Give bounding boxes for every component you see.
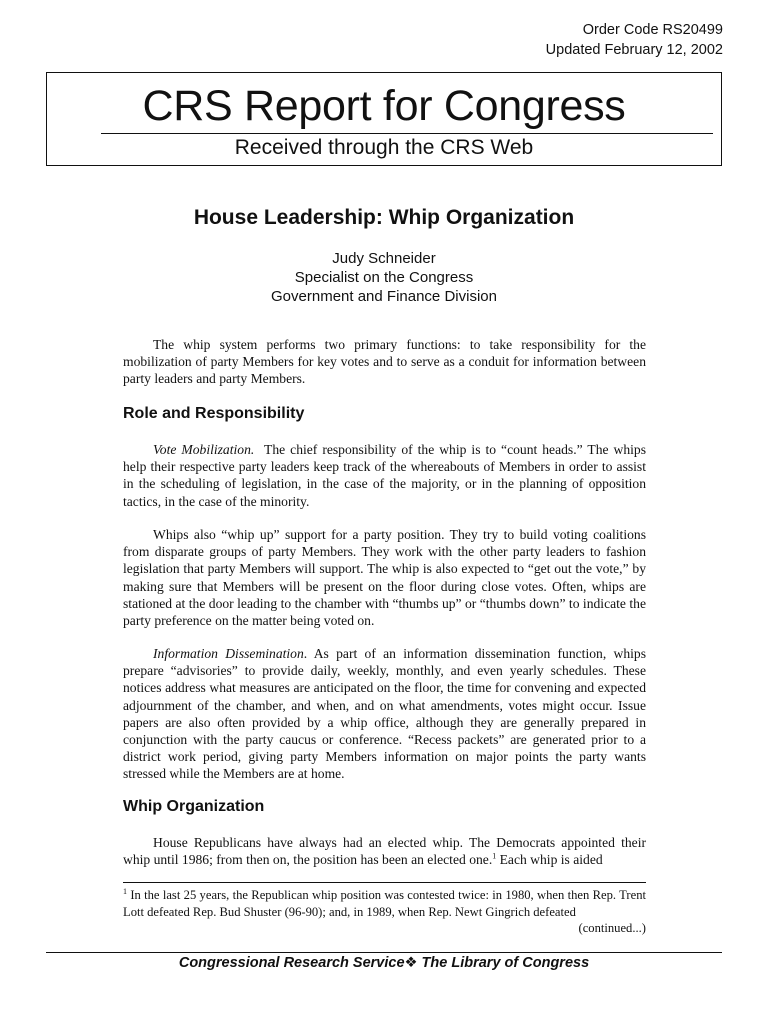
banner-divider xyxy=(101,133,713,134)
updated-date: Updated February 12, 2002 xyxy=(545,42,723,58)
whip-organization-text: House Republicans have always had an elected whip. The Democrats appointed their whip until 1986; from then on, the position has been an elected one. xyxy=(123,835,646,868)
footer-library: The Library of Congress xyxy=(421,955,590,971)
intro-paragraph: The whip system performs two primary functions: to take responsibility for the mobilization of party Members for key votes and to serve as a conduit for information between party leaders and party Members. xyxy=(123,337,646,387)
footer-crs: Congressional Research Service xyxy=(178,955,405,971)
whip-up-paragraph: Whips also “whip up” support for a party position. They try to build voting coalitions from disparate groups of party Members. They work with the other party leaders to fashion legislation that party Members will support. The whip is also expected to “get out the vote,” by making sure that Members will be present on the floor during close votes. Often, whips are stationed at the door leading to the chamber with “thumbs up” or “thumbs down” to indicate the party preference on the matter being voted on. xyxy=(123,527,646,629)
document-title: House Leadership: Whip Organization xyxy=(193,206,575,229)
footnote-continued: (continued...) xyxy=(578,921,646,935)
information-dissemination-label: Information Dissemination xyxy=(153,646,304,661)
whip-organization-paragraph xyxy=(123,834,646,868)
author-position: Specialist on the Congress xyxy=(294,269,474,286)
information-dissemination-text: . As part of an information dissemination function, whips prepare “advisories” to provide daily, weekly, monthly, and even yearly schedules. These notices address what measures are anticipated on the floor, the time for convening and expected adjournment of the chamber, and when, and on what amendments, votes might occur. Issue papers are also often provided by a whip office, although they are generally prepared in conjunction with the party caucus or conference. “Recess packets” are generated prior to a district work period, giving party Members information on major points the party wants stressed while the Members are at home. xyxy=(123,646,646,782)
banner-title: CRS Report for Congress xyxy=(142,82,626,130)
author-name: Judy Schneider xyxy=(332,250,436,267)
vote-mobilization-paragraph xyxy=(123,441,646,510)
banner-subtitle: Received through the CRS Web xyxy=(234,136,534,159)
whip-organization-text-continued: Each whip is aided xyxy=(496,852,603,868)
crs-banner xyxy=(46,72,722,166)
section-heading-whip-organization: Whip Organization xyxy=(123,798,265,815)
footnote-number: 1 xyxy=(123,886,127,896)
order-code-block xyxy=(546,20,723,60)
footnote-divider xyxy=(123,882,646,883)
footnote xyxy=(123,887,646,920)
order-code: Order Code RS20499 xyxy=(582,22,723,38)
footer-separator-icon: ❖ xyxy=(404,955,418,971)
vote-mobilization-label: Vote Mobilization. xyxy=(153,442,255,457)
information-dissemination-paragraph xyxy=(123,645,646,783)
author-division: Government and Finance Division xyxy=(271,288,497,305)
footnote-reference[interactable]: 1 xyxy=(492,851,497,861)
section-heading-role: Role and Responsibility xyxy=(123,405,305,422)
author-block xyxy=(0,249,768,306)
vote-mobilization-text: The chief responsibility of the whip is to “count heads.” The whips help their respective party leaders keep track of the whereabouts of Members in order to assist in the scheduling of legislation, in the case of the majority, or in the planning of opposition tactics, in the case of the minority. xyxy=(123,442,646,509)
page-footer xyxy=(0,953,768,973)
footnote-text: In the last 25 years, the Republican whip position was contested twice: in 1980, when then Rep. Trent Lott defeated Rep. Bud Shuster (96-90); and, in 1989, when Rep. Newt Gingrich defeated xyxy=(123,888,646,919)
